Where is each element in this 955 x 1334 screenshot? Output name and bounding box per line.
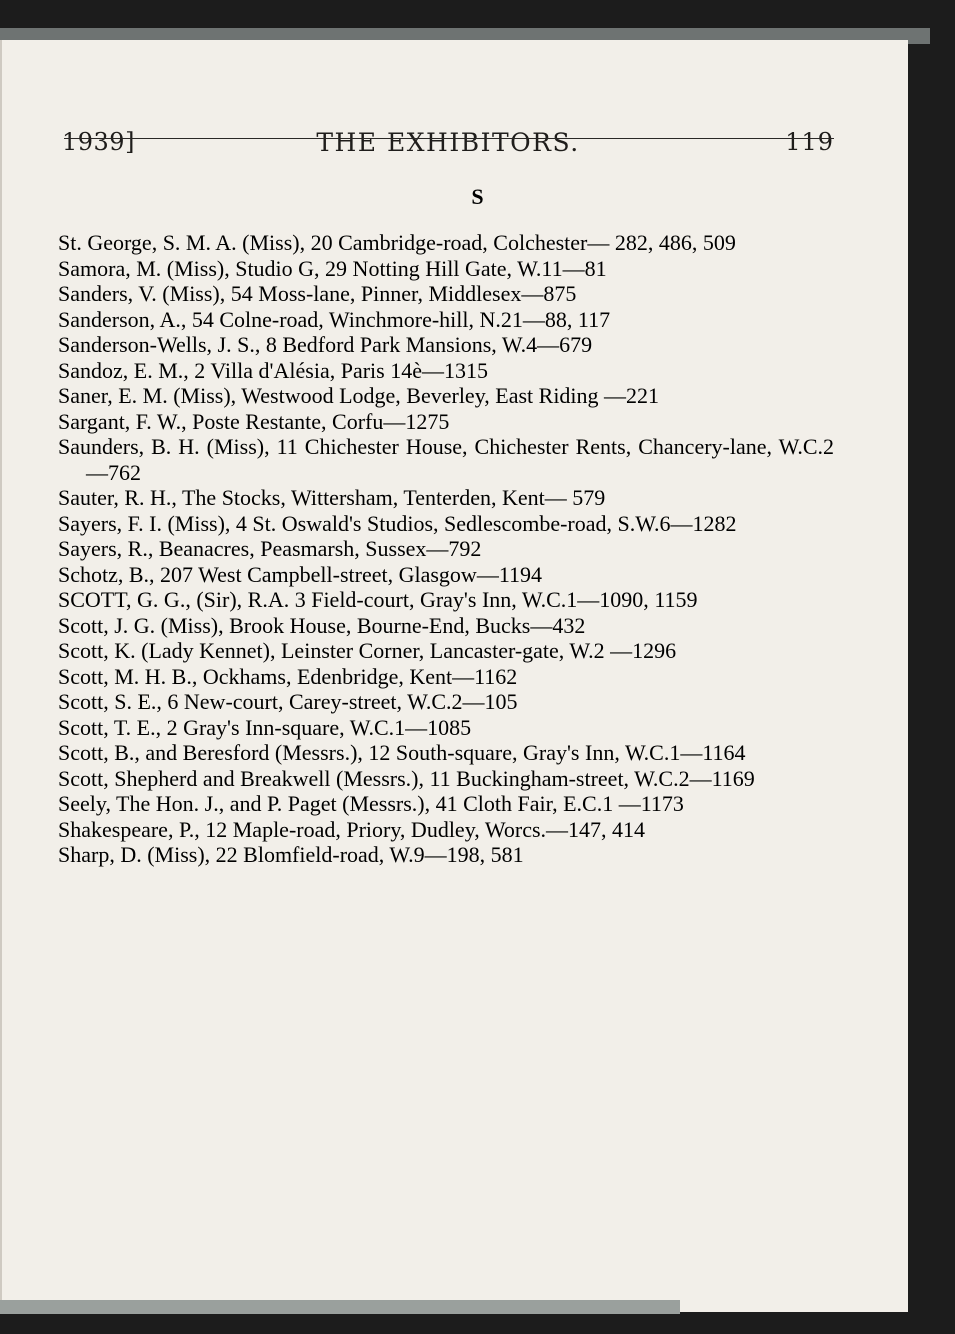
entry-line1: Sauter, R. H., The Stocks, Wittersham, Tenterden, Kent— (58, 485, 567, 510)
entry-line1: Scott, B., and Beresford (Messrs.), 12 South-square, Gray's Inn, (58, 740, 620, 765)
book-edge-bottom (0, 1300, 680, 1314)
exhibitor-entry (58, 281, 834, 307)
entry-line1: St. George, S. M. A. (Miss), 20 Cambridge-road, Colchester— (58, 230, 610, 255)
exhibitor-entry (58, 689, 834, 715)
entry-line1: Sanderson-Wells, J. S., 8 Bedford Park Mansions, W.4—679 (58, 332, 593, 357)
entry-line2: 1159 (654, 587, 698, 612)
entry-line1: Schotz, B., 207 West Campbell-street, Glasgow—1194 (58, 561, 542, 587)
entry-line2: Chancery-lane, W.C.2—762 (86, 434, 835, 485)
entry-line1: Sayers, R., Beanacres, Peasmarsh, Sussex—792 (58, 536, 482, 561)
entry-line1: Sandoz, E. M., 2 Villa d'Alésia, Paris 14è—1315 (58, 357, 488, 383)
running-header (62, 128, 834, 164)
section-letter: S (471, 184, 484, 209)
entry-line1: Sanderson, A., 54 Colne-road, Winchmore-hill, N.21—88, 117 (58, 306, 611, 332)
exhibitor-entry (58, 664, 834, 690)
entry-line2: S.W.6—1282 (617, 510, 737, 536)
exhibitor-entry (58, 715, 834, 741)
exhibitor-entry (58, 511, 834, 537)
exhibitor-entry (58, 383, 834, 409)
exhibitor-entry (58, 791, 834, 817)
exhibitor-entry (58, 230, 834, 256)
exhibitor-entry (58, 842, 834, 868)
entry-line2: 579 (572, 485, 606, 510)
entry-line1: Scott, M. H. B., Ockhams, Edenbridge, Kent—1162 (58, 663, 518, 689)
exhibitor-entry (58, 613, 834, 639)
header-rule (64, 138, 834, 139)
exhibitor-entry (58, 740, 834, 766)
entry-line1: Sargant, F. W., Poste Restante, Corfu—1275 (58, 408, 450, 434)
exhibitor-entry (58, 562, 834, 588)
exhibitor-entry (58, 587, 834, 613)
entry-line2: —1173 (618, 791, 684, 816)
entry-line2: —1296 (610, 638, 677, 663)
entry-line1: Saunders, B. H. (Miss), 11 Chichester House, Chichester Rents, (58, 434, 632, 459)
entry-line1: Sharp, D. (Miss), 22 Blomfield-road, W.9—198, 581 (58, 842, 524, 867)
exhibitor-entry (58, 638, 834, 664)
header-title: THE EXHIBITORS. (316, 128, 580, 157)
entry-line1: Scott, T. E., 2 Gray's Inn-square, W.C.1—1085 (58, 714, 472, 740)
exhibitor-entry (58, 434, 834, 485)
entry-line2: —221 (604, 383, 660, 408)
entry-line1: Scott, K. (Lady Kennet), Leinster Corner, Lancaster-gate, W.2 (58, 638, 605, 663)
entry-line2: 414 (612, 816, 646, 842)
entry-line1: Seely, The Hon. J., and P. Paget (Messrs.), 41 Cloth Fair, E.C.1 (58, 791, 614, 816)
entry-line2: W.C.1—1164 (624, 740, 746, 765)
entry-line2: 282, 486, 509 (614, 230, 736, 255)
header-year: 1939] (62, 128, 135, 156)
exhibitor-entry (58, 358, 834, 384)
exhibitor-entry (58, 332, 834, 358)
entry-line1: Samora, M. (Miss), Studio G, 29 Notting Hill Gate, W.11—81 (58, 255, 607, 281)
entry-line2: W.C.2—1169 (634, 765, 755, 791)
exhibitor-entry (58, 766, 834, 792)
entry-line1: Sayers, F. I. (Miss), 4 St. Oswald's Studios, Sedlescombe-road, (58, 510, 613, 536)
exhibitor-entry (58, 256, 834, 282)
page-number: 119 (785, 128, 834, 156)
exhibitor-entry (58, 817, 834, 843)
entry-line1: Saner, E. M. (Miss), Westwood Lodge, Beverley, East Riding (58, 383, 599, 408)
entry-line1: SCOTT, G. G., (Sir), R.A. 3 Field-court, Gray's Inn, W.C.1—1090, (58, 587, 649, 612)
exhibitor-entry (58, 485, 834, 511)
exhibitor-entry (58, 409, 834, 435)
entry-line1: Sanders, V. (Miss), 54 Moss-lane, Pinner, Middlesex—875 (58, 281, 577, 306)
entry-line1: Scott, J. G. (Miss), Brook House, Bourne-End, Bucks—432 (58, 612, 586, 638)
exhibitor-entry (58, 307, 834, 333)
entry-line1: Scott, S. E., 6 New-court, Carey-street, W.C.2—105 (58, 689, 518, 714)
exhibitor-list (58, 230, 834, 868)
exhibitor-entry (58, 536, 834, 562)
entry-line1: Shakespeare, P., 12 Maple-road, Priory, Dudley, Worcs.—147, (58, 816, 607, 842)
entry-line1: Scott, Shepherd and Breakwell (Messrs.), 11 Buckingham-street, (58, 765, 630, 791)
